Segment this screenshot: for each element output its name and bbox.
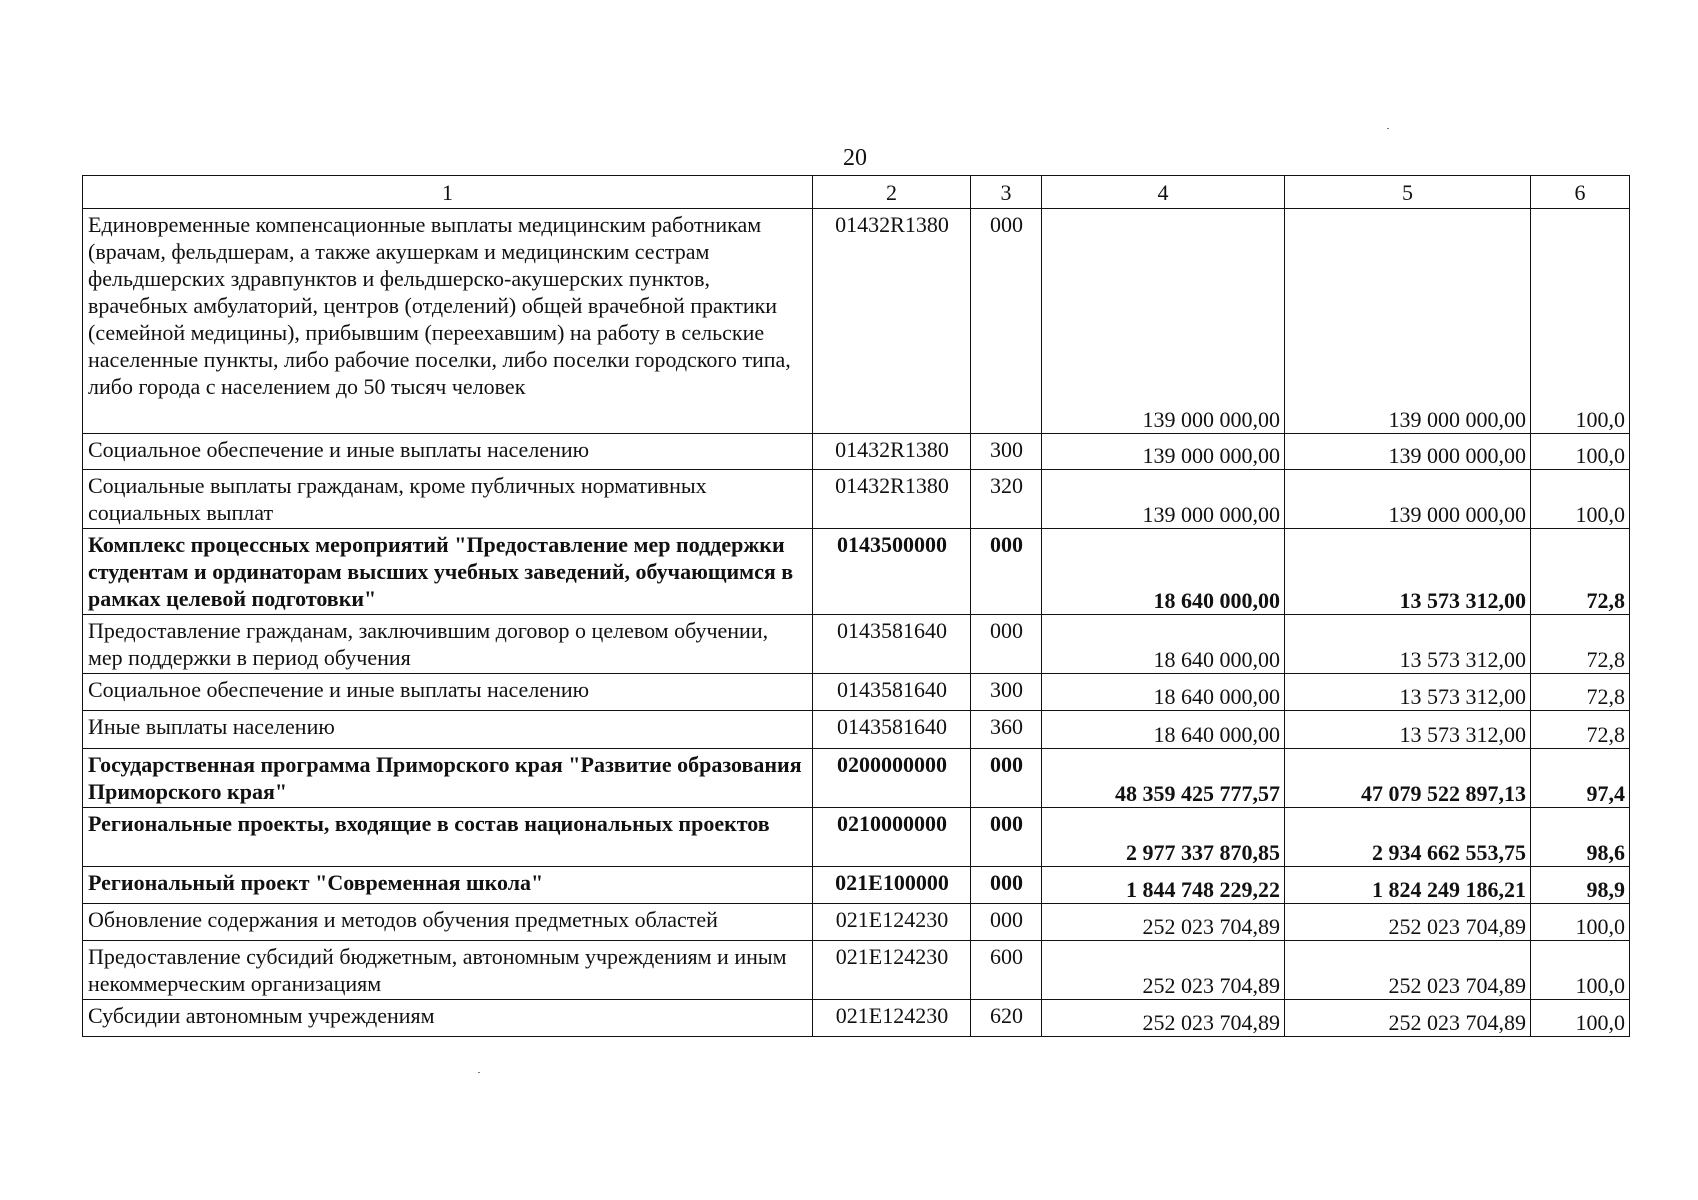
table-row	[83, 941, 1630, 1000]
row-type: 000	[971, 529, 1042, 615]
row-percent: 100,0	[1531, 941, 1630, 1000]
row-percent: 98,9	[1531, 867, 1630, 904]
row-fact: 2 934 662 553,75	[1285, 808, 1531, 867]
column-header: 1	[83, 176, 813, 209]
row-code: 0143581640	[813, 674, 971, 711]
row-fact: 139 000 000,00	[1285, 209, 1531, 434]
row-percent: 100,0	[1531, 434, 1630, 470]
row-percent: 72,8	[1531, 615, 1630, 674]
column-header: 4	[1042, 176, 1285, 209]
table-row	[83, 808, 1630, 867]
row-code: 0200000000	[813, 749, 971, 808]
table-row	[83, 711, 1630, 749]
row-code: 0210000000	[813, 808, 971, 867]
row-type: 000	[971, 615, 1042, 674]
page-number: 20	[843, 145, 867, 171]
row-fact: 47 079 522 897,13	[1285, 749, 1531, 808]
column-header: 6	[1531, 176, 1630, 209]
row-fact: 252 023 704,89	[1285, 1000, 1531, 1037]
row-type: 300	[971, 434, 1042, 470]
row-plan: 252 023 704,89	[1042, 904, 1285, 941]
row-name: Обновление содержания и методов обучения предметных областей	[83, 904, 813, 941]
row-fact: 13 573 312,00	[1285, 674, 1531, 711]
row-name: Субсидии автономным учреждениям	[83, 1000, 813, 1037]
row-fact: 139 000 000,00	[1285, 434, 1531, 470]
row-type: 000	[971, 808, 1042, 867]
row-percent: 97,4	[1531, 749, 1630, 808]
row-code: 021E124230	[813, 1000, 971, 1037]
row-code: 01432R1380	[813, 434, 971, 470]
row-name: Иные выплаты населению	[83, 711, 813, 749]
row-code: 021E124230	[813, 941, 971, 1000]
row-fact: 252 023 704,89	[1285, 941, 1531, 1000]
row-plan: 2 977 337 870,85	[1042, 808, 1285, 867]
table-row	[83, 674, 1630, 711]
row-plan: 252 023 704,89	[1042, 941, 1285, 1000]
row-plan: 48 359 425 777,57	[1042, 749, 1285, 808]
row-fact: 13 573 312,00	[1285, 711, 1531, 749]
row-type: 300	[971, 674, 1042, 711]
row-fact: 1 824 249 186,21	[1285, 867, 1531, 904]
row-plan: 139 000 000,00	[1042, 470, 1285, 529]
row-fact: 13 573 312,00	[1285, 529, 1531, 615]
row-type: 000	[971, 867, 1042, 904]
scan-speck	[1387, 128, 1389, 129]
budget-execution-table	[82, 175, 1630, 1037]
table-row	[83, 434, 1630, 470]
row-name: Единовременные компенсационные выплаты медицинским работникам (врачам, фельдшерам, а также акушеркам и медицинским сестрам фельдшерских здравпунктов и фельдшерско-акушерских пунктов, врачебных амбулаторий, центров (отделений) общей врачебной практики (семейной медицины), прибывшим (переехавшим) на работу в сельские населенные пункты, либо рабочие поселки, либо поселки городского типа, либо города с населением до 50 тысяч человек	[83, 209, 813, 434]
column-header: 2	[813, 176, 971, 209]
row-plan: 18 640 000,00	[1042, 674, 1285, 711]
row-code: 0143581640	[813, 711, 971, 749]
row-plan: 139 000 000,00	[1042, 209, 1285, 434]
row-plan: 1 844 748 229,22	[1042, 867, 1285, 904]
row-code: 0143500000	[813, 529, 971, 615]
row-percent: 100,0	[1531, 904, 1630, 941]
row-name: Предоставление гражданам, заключившим договор о целевом обучении, мер поддержки в период обучения	[83, 615, 813, 674]
row-percent: 98,6	[1531, 808, 1630, 867]
row-type: 600	[971, 941, 1042, 1000]
table-row	[83, 867, 1630, 904]
table-row	[83, 749, 1630, 808]
row-code: 01432R1380	[813, 470, 971, 529]
table-row	[83, 904, 1630, 941]
row-type: 000	[971, 904, 1042, 941]
row-plan: 18 640 000,00	[1042, 529, 1285, 615]
table-row	[83, 209, 1630, 434]
row-percent: 100,0	[1531, 1000, 1630, 1037]
row-percent: 100,0	[1531, 470, 1630, 529]
column-header: 3	[971, 176, 1042, 209]
row-fact: 139 000 000,00	[1285, 470, 1531, 529]
row-type: 000	[971, 749, 1042, 808]
row-plan: 139 000 000,00	[1042, 434, 1285, 470]
row-code: 021E124230	[813, 904, 971, 941]
row-code: 021E100000	[813, 867, 971, 904]
row-name: Предоставление субсидий бюджетным, автономным учреждениям и иным некоммерческим организациям	[83, 941, 813, 1000]
table-row	[83, 1000, 1630, 1037]
row-percent: 72,8	[1531, 711, 1630, 749]
row-name: Региональный проект "Современная школа"	[83, 867, 813, 904]
table-row	[83, 615, 1630, 674]
row-plan: 18 640 000,00	[1042, 711, 1285, 749]
row-name: Социальное обеспечение и иные выплаты населению	[83, 674, 813, 711]
row-type: 320	[971, 470, 1042, 529]
row-type: 000	[971, 209, 1042, 434]
row-type: 620	[971, 1000, 1042, 1037]
row-name: Региональные проекты, входящие в состав национальных проектов	[83, 808, 813, 867]
column-number-row	[83, 176, 1630, 209]
row-code: 0143581640	[813, 615, 971, 674]
row-percent: 72,8	[1531, 529, 1630, 615]
row-name: Комплекс процессных мероприятий "Предоставление мер поддержки студентам и ординаторам высших учебных заведений, обучающимся в рамках целевой подготовки"	[83, 529, 813, 615]
scan-speck	[478, 1072, 480, 1073]
row-name: Социальные выплаты гражданам, кроме публичных нормативных социальных выплат	[83, 470, 813, 529]
row-percent: 100,0	[1531, 209, 1630, 434]
row-fact: 252 023 704,89	[1285, 904, 1531, 941]
table-row	[83, 470, 1630, 529]
row-percent: 72,8	[1531, 674, 1630, 711]
row-type: 360	[971, 711, 1042, 749]
row-fact: 13 573 312,00	[1285, 615, 1531, 674]
row-plan: 18 640 000,00	[1042, 615, 1285, 674]
row-code: 01432R1380	[813, 209, 971, 434]
table-row	[83, 529, 1630, 615]
row-name: Социальное обеспечение и иные выплаты населению	[83, 434, 813, 470]
row-name: Государственная программа Приморского края "Развитие образования Приморского края"	[83, 749, 813, 808]
column-header: 5	[1285, 176, 1531, 209]
row-plan: 252 023 704,89	[1042, 1000, 1285, 1037]
